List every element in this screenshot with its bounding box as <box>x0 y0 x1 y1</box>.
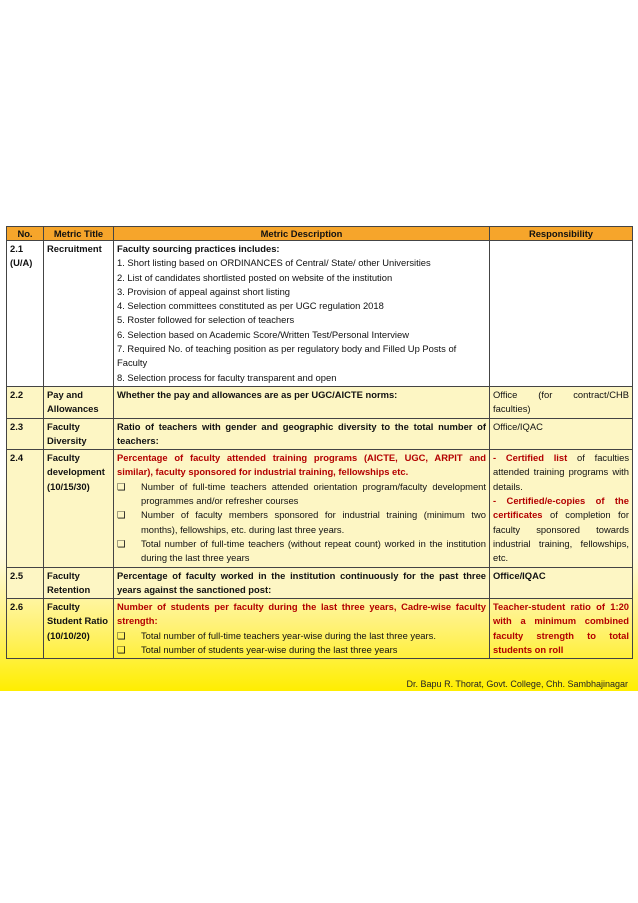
metric-title-text: Faculty Student Ratio <box>47 601 108 627</box>
table-row <box>7 386 633 418</box>
responsibility-cell: Teacher-student ratio of 1:20 with a minimum combined faculty strength to total students on roll <box>490 599 633 659</box>
list-item: 4. Selection committees constituted as per UGC regulation 2018 <box>117 300 384 312</box>
responsibility-cell: Office/IQAC <box>490 567 633 599</box>
checkbox-icon: ❑ <box>117 509 126 521</box>
checkbox-icon: ❑ <box>117 480 126 492</box>
list-item: ❑ Number of faculty members sponsored for industrial training (minimum two months), fellowships, etc. during last three years. <box>117 508 486 537</box>
table-row <box>7 241 633 387</box>
metric-title: Faculty Diversity <box>44 418 114 450</box>
row-number: 2.5 <box>7 567 44 599</box>
table-row <box>7 567 633 599</box>
metric-description <box>114 241 490 387</box>
list-item: 5. Roster followed for selection of teachers <box>117 314 295 326</box>
row-number: 2.6 <box>7 599 44 659</box>
row-number: 2.4 <box>7 450 44 567</box>
list-item: 1. Short listing based on ORDINANCES of Central/ State/ other Universities <box>117 257 431 269</box>
list-item: ❑ Total number of students year-wise during the last three years <box>117 643 486 657</box>
header-responsibility: Responsibility <box>490 227 633 241</box>
list-item: ❑ Number of full-time teachers attended orientation program/faculty development programmes and/or refresher courses <box>117 480 486 509</box>
metric-description: Whether the pay and allowances are as per UGC/AICTE norms: <box>114 386 490 418</box>
metric-code: (10/15/30) <box>47 480 90 492</box>
checkbox-icon: ❑ <box>117 629 126 641</box>
row-number: 2.1 (U/A) <box>7 241 44 387</box>
metric-code: (10/10/20) <box>47 629 90 641</box>
header-metric-description: Metric Description <box>114 227 490 241</box>
row-number: 2.2 <box>7 386 44 418</box>
metric-title: Faculty Retention <box>44 567 114 599</box>
metric-title <box>44 599 114 659</box>
metrics-table <box>6 226 633 659</box>
responsibility-cell <box>490 241 633 387</box>
list-item: 2. List of candidates shortlisted posted on website of the institution <box>117 271 393 283</box>
description-heading: Number of students per faculty during the last three years, Cadre-wise faculty strength: <box>117 601 486 627</box>
list-item: ❑ Total number of full-time teachers year-wise during the last three years. <box>117 629 486 643</box>
metric-title-text: Faculty development <box>47 452 105 478</box>
list-item: 6. Selection based on Academic Score/Written Test/Personal Interview <box>117 328 409 340</box>
description-heading: Percentage of faculty attended training programs (AICTE, UGC, ARPIT and similar), faculty sponsored for industrial training, fellowships etc. <box>117 452 486 478</box>
footer-credit: Dr. Bapu R. Thorat, Govt. College, Chh. Sambhajinagar <box>406 679 628 689</box>
description-heading: Faculty sourcing practices includes: <box>117 243 280 254</box>
metric-description: Percentage of faculty worked in the institution continuously for the past three years against the sanctioned post: <box>114 567 490 599</box>
list-item: 8. Selection process for faculty transparent and open <box>117 371 337 383</box>
list-item: 3. Provision of appeal against short listing <box>117 285 291 297</box>
metric-title <box>44 450 114 567</box>
metric-title: Pay and Allowances <box>44 386 114 418</box>
metric-description <box>114 450 490 567</box>
header-no: No. <box>7 227 44 241</box>
responsibility-cell: Office (for contract/CHB faculties) <box>490 386 633 418</box>
metric-description: Ratio of teachers with gender and geographic diversity to the total number of teachers: <box>114 418 490 450</box>
list-item: ❑ Total number of full-time teachers (without repeat count) worked in the institution during the last three years <box>117 537 486 566</box>
list-item: 7. Required No. of teaching position as per regulatory body and Filled Up Posts of Faculty <box>117 343 457 369</box>
row-number: 2.3 <box>7 418 44 450</box>
table-row <box>7 599 633 659</box>
checkbox-icon: ❑ <box>117 644 126 656</box>
header-metric-title: Metric Title <box>44 227 114 241</box>
table-header-row <box>7 227 633 241</box>
metric-title: Recruitment <box>44 241 114 387</box>
table-row <box>7 418 633 450</box>
metric-description <box>114 599 490 659</box>
checkbox-icon: ❑ <box>117 537 126 549</box>
responsibility-cell: - Certified list of faculties attended training programs with details. - Certified/e-copies of the certificates of completion for faculty sponsored towards industrial training, fellowships, etc. <box>490 450 633 567</box>
table-row <box>7 450 633 567</box>
slide <box>0 212 638 691</box>
responsibility-cell: Office/IQAC <box>490 418 633 450</box>
